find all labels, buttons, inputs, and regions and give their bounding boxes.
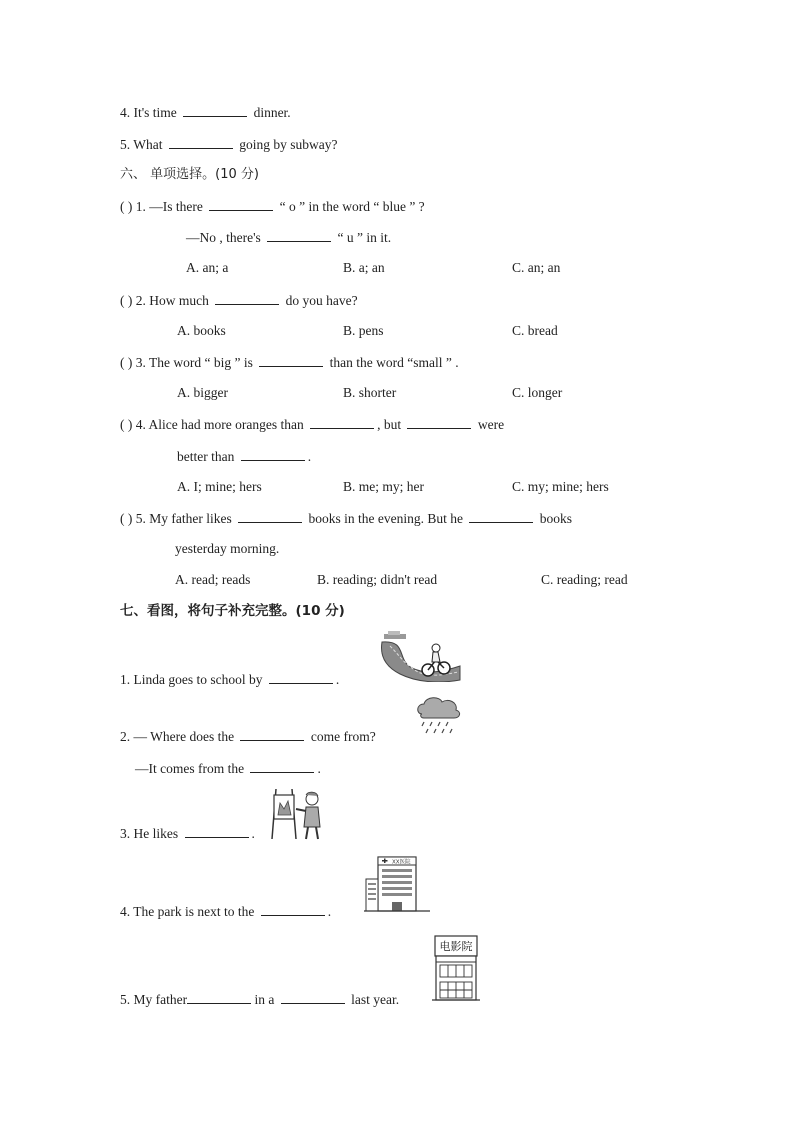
answer-blank[interactable] xyxy=(187,991,251,1004)
cloud-icon xyxy=(418,698,460,718)
s7-4-pre: 4. The park is next to the xyxy=(120,904,255,919)
s7-2-line2-pre: —It comes from the xyxy=(135,761,245,776)
answer-blank[interactable] xyxy=(250,760,314,773)
q4-pre: 4. It's time xyxy=(120,105,177,120)
s7-item-2-line2 xyxy=(135,760,321,777)
s7-item-2 xyxy=(120,728,376,745)
s6-question-4-line2 xyxy=(177,448,311,465)
option-c[interactable]: C. longer xyxy=(512,385,563,400)
option-b[interactable]: B. shorter xyxy=(343,385,397,400)
answer-blank[interactable] xyxy=(310,416,374,429)
option-c[interactable]: C. my; mine; hers xyxy=(512,479,609,494)
answer-blank[interactable] xyxy=(259,354,323,367)
option-a[interactable]: A. an; a xyxy=(186,260,229,275)
answer-blank[interactable] xyxy=(215,292,279,305)
option-b[interactable]: B. me; my; her xyxy=(343,479,424,494)
answer-blank[interactable] xyxy=(261,903,325,916)
s7-5-post: last year. xyxy=(351,992,400,1007)
option-a[interactable]: A. bigger xyxy=(177,385,228,400)
answer-blank[interactable] xyxy=(238,510,302,523)
s7-1-post: . xyxy=(335,672,340,687)
answer-blank[interactable] xyxy=(185,825,249,838)
s7-item-3 xyxy=(120,825,255,842)
answer-paren[interactable]: ( ) xyxy=(120,199,133,214)
q4-stem-a: 4. Alice had more oranges than xyxy=(135,417,304,432)
q3-stem-a: 3. The word “ big ” is xyxy=(135,355,253,370)
s6-question-3 xyxy=(120,354,459,371)
rain-cloud-picture xyxy=(414,694,464,738)
answer-paren[interactable]: ( ) xyxy=(120,293,133,308)
hospital-door xyxy=(392,902,402,911)
option-a[interactable]: A. I; mine; hers xyxy=(177,479,262,494)
fill-q4 xyxy=(120,104,291,121)
answer-paren[interactable]: ( ) xyxy=(120,355,133,370)
q1-stem-a: 1. —Is there xyxy=(135,199,203,214)
answer-blank[interactable] xyxy=(240,728,304,741)
q2-stem-b: do you have? xyxy=(285,293,358,308)
q4-line2-a: better than xyxy=(177,449,235,464)
section-6-title: 六、 单项选择。(10 分) xyxy=(120,167,259,182)
answer-blank[interactable] xyxy=(269,671,333,684)
q4-stem-b: , but xyxy=(377,417,402,432)
s6-question-4 xyxy=(120,416,504,433)
answer-blank[interactable] xyxy=(267,229,331,242)
option-a[interactable]: A. books xyxy=(177,323,226,338)
q5-line2-a: yesterday morning. xyxy=(175,541,280,556)
q1-line2-b: “ u ” in it. xyxy=(337,230,392,245)
option-a[interactable]: A. read; reads xyxy=(175,572,251,587)
q3-stem-b: than the word “small ” . xyxy=(329,355,459,370)
painting-boy-picture xyxy=(268,787,326,841)
answer-paren[interactable]: ( ) xyxy=(120,511,133,526)
q5-post: going by subway? xyxy=(239,137,338,152)
option-b[interactable]: B. pens xyxy=(343,323,384,338)
road-shape xyxy=(382,642,460,682)
q5-pre: 5. What xyxy=(120,137,163,152)
canvas-board xyxy=(274,795,294,819)
q1-line2-a: —No , there's xyxy=(186,230,261,245)
q2-stem-a: 2. How much xyxy=(135,293,209,308)
s7-5-pre: 5. My father xyxy=(120,992,188,1007)
q5-stem-a: 5. My father likes xyxy=(135,511,232,526)
hospital-sign-text: XX医院 xyxy=(392,859,411,866)
s6-question-1 xyxy=(120,198,425,215)
rain-drops-icon xyxy=(422,722,452,733)
s7-2-post: come from? xyxy=(310,729,376,744)
q4-line2-b: . xyxy=(307,449,312,464)
answer-blank[interactable] xyxy=(241,448,305,461)
s6-question-2 xyxy=(120,292,358,309)
q1-stem-b: “ o ” in the word “ blue ” ? xyxy=(279,199,425,214)
option-c[interactable]: C. bread xyxy=(512,323,558,338)
option-c[interactable]: C. reading; read xyxy=(541,572,628,587)
s7-3-post: . xyxy=(251,826,255,841)
answer-blank[interactable] xyxy=(209,198,273,211)
fill-q5 xyxy=(120,136,338,153)
s7-2-pre: 2. — Where does the xyxy=(120,729,235,744)
s7-item-5 xyxy=(120,991,399,1008)
answer-blank[interactable] xyxy=(183,104,247,117)
option-b[interactable]: B. a; an xyxy=(343,260,385,275)
q5-stem-b: books in the evening. But he xyxy=(308,511,463,526)
s7-item-1 xyxy=(120,671,339,688)
s7-1-pre: 1. Linda goes to school by xyxy=(120,672,263,687)
answer-blank[interactable] xyxy=(169,136,233,149)
s6-question-1-line2 xyxy=(186,229,391,246)
s7-5-mid: in a xyxy=(254,992,275,1007)
s6-question-5-line2 xyxy=(175,541,279,557)
answer-blank[interactable] xyxy=(469,510,533,523)
section-7-title: 七、看图，将句子补充完整。(10 分) xyxy=(120,603,345,619)
cinema-sign-text: 电影院 xyxy=(439,940,473,953)
option-b[interactable]: B. reading; didn't read xyxy=(317,572,438,587)
answer-blank[interactable] xyxy=(407,416,471,429)
s6-question-5 xyxy=(120,510,572,527)
answer-blank[interactable] xyxy=(281,991,345,1004)
s7-item-4 xyxy=(120,903,331,920)
answer-paren[interactable]: ( ) xyxy=(120,417,133,432)
q4-post: dinner. xyxy=(253,105,291,120)
s7-2-line2-post: . xyxy=(317,761,321,776)
cinema-picture xyxy=(432,934,480,1002)
hospital-picture xyxy=(364,855,430,913)
girl-head xyxy=(432,644,440,652)
s7-3-pre: 3. He likes xyxy=(120,826,179,841)
q5-stem-c: books xyxy=(539,511,572,526)
s7-4-post: . xyxy=(327,904,332,919)
option-c[interactable]: C. an; an xyxy=(512,260,561,275)
bike-road-picture xyxy=(378,630,462,682)
q4-stem-c: were xyxy=(477,417,505,432)
